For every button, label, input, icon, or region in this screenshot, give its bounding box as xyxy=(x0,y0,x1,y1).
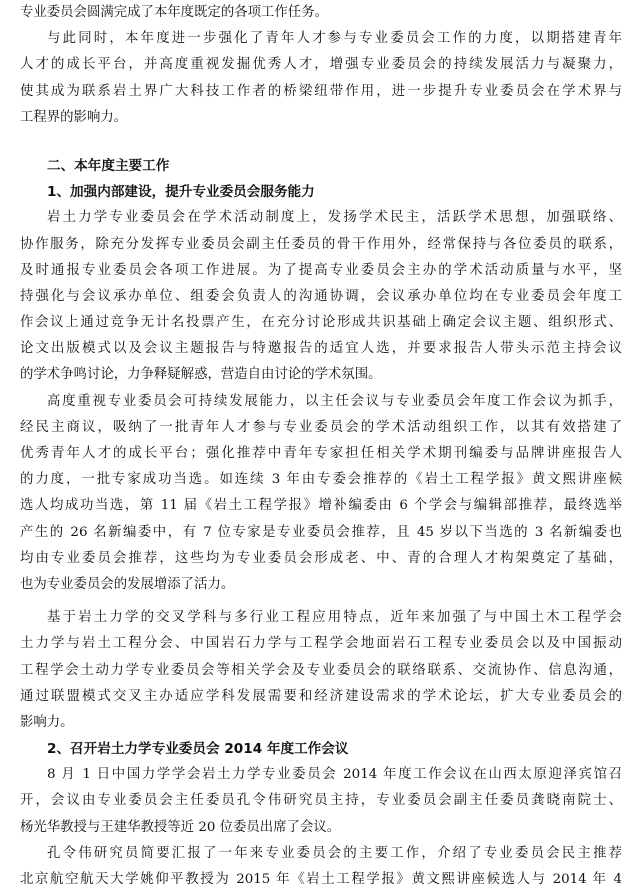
text-line: 优秀青年人才的成长平台；强化推荐中青年专家担任相关学术期刊编委与品牌讲座报告人 xyxy=(20,446,622,461)
text-line: 持强化与会议承办单位、组委会负责人的沟通协调，会议承办单位均在专业委员会年度工 xyxy=(20,288,622,304)
paragraph-youth-talent xyxy=(20,26,622,131)
text-line: 人才的成长平台，并高度重视发掘优秀人才，增强专业委员会的持续发展活力与凝聚力， xyxy=(20,57,622,73)
text-line: 产生的 26 名新编委中，有 7 位专家是专业委员会推荐，且 45 岁以下当选的 3 名新编委也 xyxy=(20,524,622,540)
text-line: 开，会议由专业委员会主任委员孔令伟研究员主持，专业委员会副主任委员龚晓南院士、 xyxy=(20,793,622,809)
text-line: 高度重视专业委员会可持续发展能力，以主任会议与专业委员会年度工作会议为抓手， xyxy=(47,393,622,409)
paragraph-continuation xyxy=(20,0,622,26)
text-line: 均由专业委员会推荐，这些均为专业委员会形成老、中、青的合理人才构架奠定了基础， xyxy=(20,550,622,566)
section-heading: 二、本年度主要工作 xyxy=(47,157,170,174)
text-line: 岩土力学专业委员会在学术活动制度上，发扬学术民主，活跃学术思想，加强联络、 xyxy=(47,210,622,226)
paragraph-report xyxy=(20,841,622,893)
text-line: 与此同时，本年度进一步强化了青年人才参与专业委员会工作的力度，以期搭建青年 xyxy=(47,31,622,47)
text-line: 杨光华教授与王建华教授等近 20 位委员出席了会议。 xyxy=(20,819,341,835)
text-line: 论文出版模式以及会议主题报告与特邀报告的适宜人选，并要求报告人带头示范主持会议 xyxy=(20,341,622,357)
text-line: 使其成为联系岩土界广大科技工作者的桥梁纽带作用，进一步提升专业委员会在学术界与 xyxy=(20,83,622,99)
text-line: 作会议上通过竞争无计名投票产生，在充分讨论形成共识基础上确定会议主题、组织形式、 xyxy=(20,315,622,331)
text-line: 8 月 1 日中国力学学会岩土力学专业委员会 2014 年度工作会议在山西太原迎泽宾馆召 xyxy=(47,767,622,783)
paragraph-internal-building xyxy=(20,205,622,388)
text-line: 选人均成功当选，第 11 届《岩土工程学报》增补编委由 6 个学会与编辑部推荐，最终选举 xyxy=(20,498,622,514)
text-line: 北京航空航天大学姚仰平教授为 2015 年《岩土工程学报》黄文熙讲座候选人与 2014 年 4 xyxy=(20,872,622,887)
text-line: 影响力。 xyxy=(20,714,74,730)
text-line: 孔令伟研究员简要汇报了一年来专业委员会的主要工作，介绍了专业委员会民主推荐 xyxy=(47,845,622,861)
text-line: 也为专业委员会的发展增添了活力。 xyxy=(20,576,235,592)
text-line: 工程学会土动力学专业委员会等相关学会及专业委员会的联络联系、交流协作、信息沟通， xyxy=(20,662,622,678)
text-line: 专业委员会圆满完成了本年度既定的各项工作任务。 xyxy=(20,5,328,20)
text-line: 的力度，一批专家成功当选。如连续 3 年由专委会推荐的《岩土工程学报》黄文熙讲座候 xyxy=(20,472,622,488)
subsection-heading-1: 1、加强内部建设，提升专业委员会服务能力 xyxy=(47,184,315,201)
text-line: 经民主商议，吸纳了一批青年人才参与专业委员会的学术活动组织工作，以其有效搭建了 xyxy=(20,419,622,435)
text-line: 协作服务，除充分发挥专业委员会副主任委员的骨干作用外，经常保持与各位委员的联系， xyxy=(20,236,622,252)
text-line: 基于岩土力学的交叉学科与多行业工程应用特点，近年来加强了与中国土木工程学会 xyxy=(47,610,622,626)
subsection-heading-2: 2、召开岩土力学专业委员会 2014 年度工作会议 xyxy=(47,741,349,758)
text-line: 的学术争鸣讨论，力争释疑解惑，营造自由讨论的学术氛围。 xyxy=(20,367,382,383)
paragraph-annual-meeting xyxy=(20,762,622,841)
text-line: 及时通报专业委员会各项工作进展。为了提高专业委员会主办的学术活动质量与水平，坚 xyxy=(20,262,622,278)
text-line: 通过联盟模式交叉主办适应学科发展需要和经济建设需求的学术论坛，扩大专业委员会的 xyxy=(20,688,622,704)
paragraph-sustainable-development xyxy=(20,389,622,599)
paragraph-cross-discipline xyxy=(20,605,622,736)
text-line: 工程界的影响力。 xyxy=(20,109,128,125)
text-line: 土力学与岩土工程分会、中国岩石力学与工程学会地面岩石工程专业委员会以及中国振动 xyxy=(20,636,622,652)
